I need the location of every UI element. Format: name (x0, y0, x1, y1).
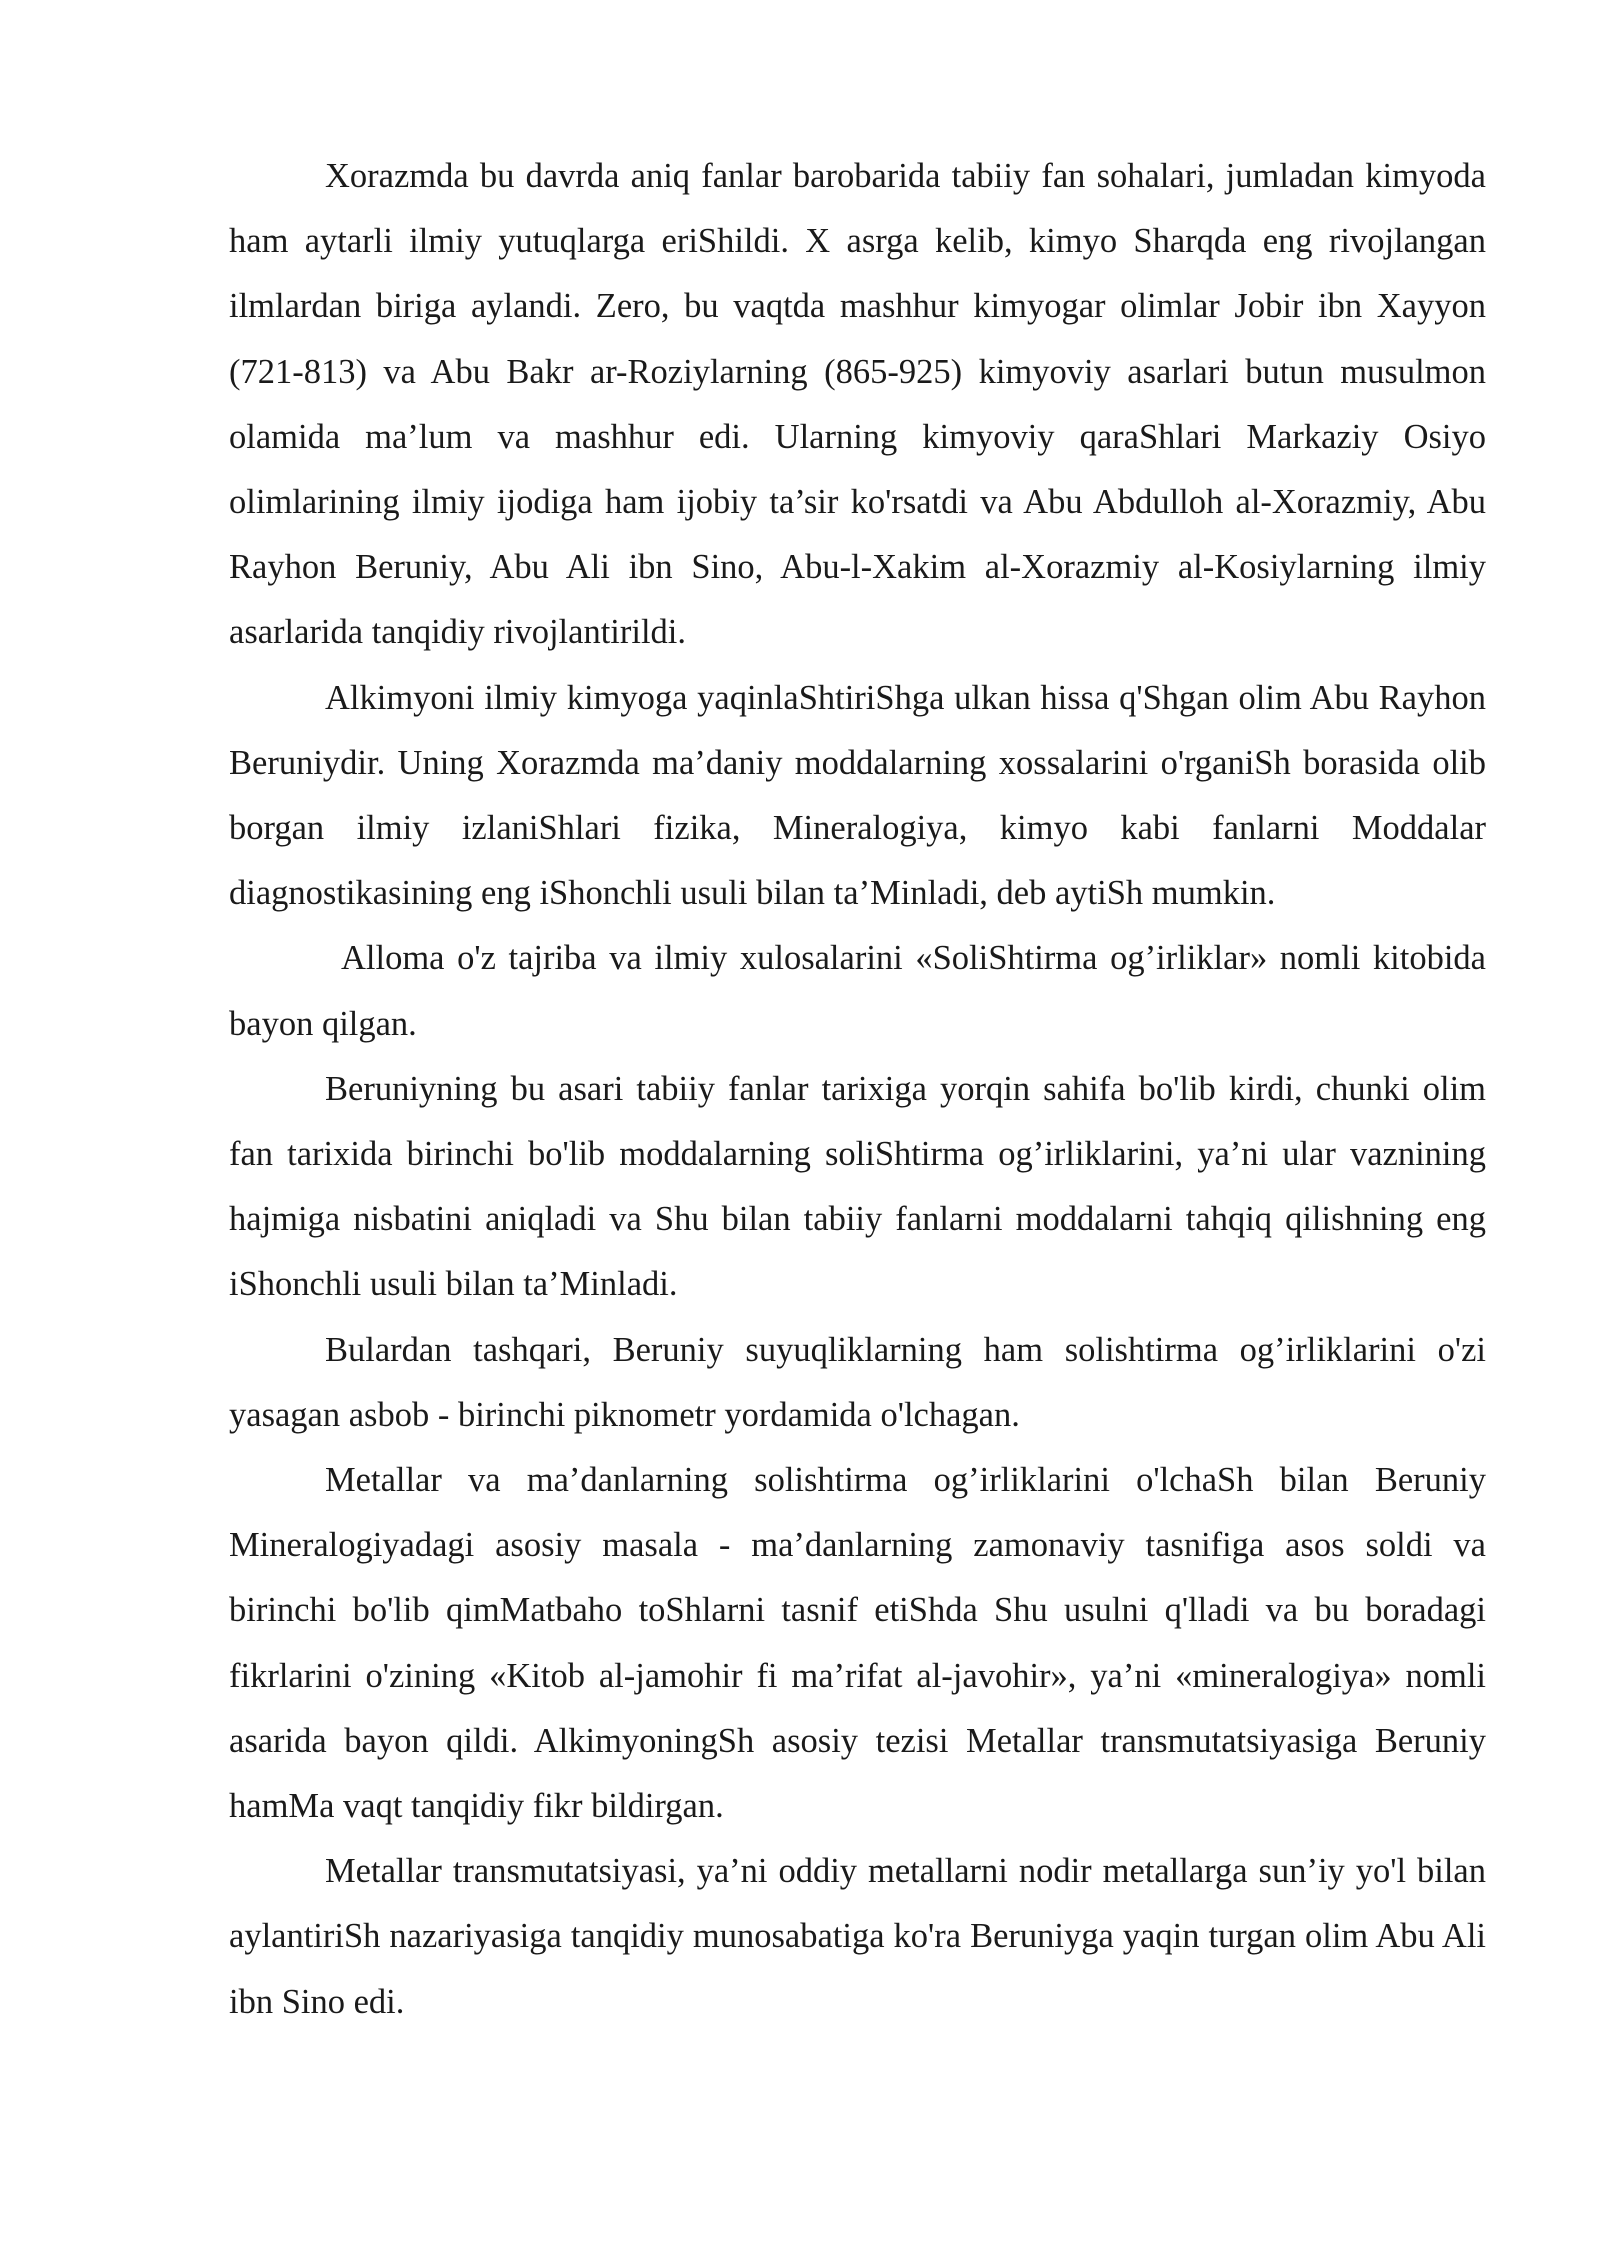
paragraph-1: Xorazmda bu davrda aniq fanlar barobarida tabiiy fan sohalari, jumladan kimyoda ham aytarli ilmiy yutuqlarga eriShildi. X asrga kelib, kimyo Sharqda eng rivojlangan ilmlardan biriga aylandi. Zero, bu vaqtda mashhur kimyogar olimlar Jobir ibn Xayyon (721-813) va Abu Bakr ar-Roziylarning (865-925) kimyoviy asarlari butun musulmon olamida ma’lum va mashhur edi. Ularning kimyoviy qaraShlari Markaziy Osiyo olimlarining ilmiy ijodiga ham ijobiy ta’sir ko'rsatdi va Abu Abdulloh al-Xorazmiy, Abu Rayhon Beruniy, Abu Ali ibn Sino, Abu-l-Xakim al-Xorazmiy al-Kosiylarning ilmiy asarlarida tanqidiy rivojlantirildi. (229, 157, 1486, 652)
paragraph-2: Alkimyoni ilmiy kimyoga yaqinlaShtiriShga ulkan hissa q'Shgan olim Abu Rayhon Beruniydir. Uning Xorazmda ma’daniy moddalarning xossalarini o'rganiSh borasida olib borgan ilmiy izlaniShlari fizika, Mineralogiya, kimyo kabi fanlarni Moddalar diagnostikasining eng iShonchli usuli bilan ta’Minladi, deb aytiSh mumkin. (229, 678, 1486, 913)
paragraph-4: Beruniyning bu asari tabiiy fanlar tarixiga yorqin sahifa bo'lib kirdi, chunki olim fan tarixida birinchi bo'lib moddalarning soliShtirma og’irliklarini, ya’ni ular vaznining hajmiga nisbatini aniqladi va Shu bilan tabiiy fanlarni moddalarni tahqiq qilishning eng iShonchli usuli bilan ta’Minladi. (229, 1069, 1486, 1304)
paragraph-6: Metallar va ma’danlarning solishtirma og’irliklarini o'lchaSh bilan Beruniy Mineralogiyadagi asosiy masala - ma’danlarning zamonaviy tasnifiga asos soldi va birinchi bo'lib qimMatbaho toShlarni tasnif etiShda Shu usulni q'lladi va bu boradagi fikrlarini o'zining «Kitob al-jamohir fi ma’rifat al-javohir», ya’ni «mineralogiya» nomli asarida bayon qildi. AlkimyoningSh asosiy tezisi Metallar transmutatsiyasiga Beruniy hamMa vaqt tanqidiy fikr bildirgan. (229, 1461, 1486, 1826)
paragraph-3: Alloma o'z tajriba va ilmiy xulosalarini «SoliShtirma og’irliklar» nomli kitobida bayon qilgan. (229, 939, 1486, 1043)
paragraph-7: Metallar transmutatsiyasi, ya’ni oddiy metallarni nodir metallarga sun’iy yo'l bilan aylantiriSh nazariyasiga tanqidiy munosabatiga ko'ra Beruniyga yaqin turgan olim Abu Ali ibn Sino edi. (229, 1852, 1486, 2021)
paragraph-5: Bulardan tashqari, Beruniy suyuqliklarning ham solishtirma og’irliklarini o'zi yasagan asbob - birinchi piknometr yordamida o'lchagan. (229, 1330, 1486, 1434)
document-body (229, 144, 1486, 2035)
